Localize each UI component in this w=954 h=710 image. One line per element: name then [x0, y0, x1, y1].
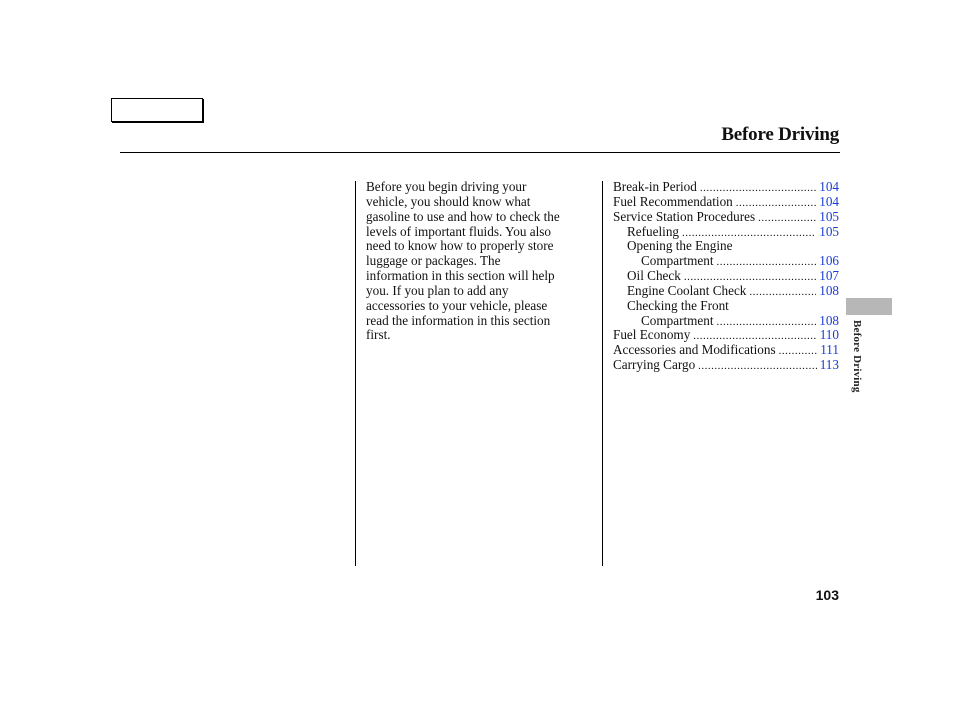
- toc-label: Break-in Period: [613, 180, 697, 194]
- toc-page-link[interactable]: 108: [819, 283, 839, 298]
- toc-label: Accessories and Modifications: [613, 343, 776, 358]
- toc-label: Opening the Engine: [627, 239, 733, 254]
- column-divider-left: [355, 181, 356, 566]
- toc-page-link[interactable]: 107: [819, 269, 839, 284]
- toc-label: Service Station Procedures: [613, 209, 756, 224]
- intro-paragraph: Before you begin driving your vehicle, you should know what gasoline to use and how to check the levels of important fluids. You also need to know how to properly store luggage or packages. The information in this section will help you. If you plan to add any accessories to your vehicle, please read the information in this section first.: [366, 179, 560, 343]
- toc-item-opening-the-engine[interactable]: [613, 239, 839, 254]
- toc-label: Compartment: [641, 313, 714, 328]
- toc-page-link[interactable]: 104: [819, 180, 839, 194]
- toc-item-refueling[interactable]: [613, 225, 839, 240]
- toc-item-service-station-procedures[interactable]: [613, 210, 839, 225]
- toc-item-fuel-recommendation[interactable]: [613, 195, 839, 210]
- toc-page-link[interactable]: 104: [819, 194, 839, 209]
- toc-page-link[interactable]: 111: [820, 343, 839, 358]
- page-title: Before Driving: [721, 124, 839, 145]
- toc-page-link[interactable]: 106: [819, 254, 839, 269]
- toc-item-fuel-economy[interactable]: [613, 328, 839, 343]
- toc-label: Engine Coolant Check: [627, 283, 747, 298]
- toc-page-link[interactable]: 113: [819, 358, 839, 373]
- table-of-contents: [613, 180, 839, 373]
- page-number: 103: [815, 587, 839, 603]
- section-side-label: Before Driving: [851, 320, 863, 393]
- toc-leader: [758, 211, 816, 225]
- column-divider-right: [602, 181, 603, 566]
- toc-item-front-compartment[interactable]: [613, 314, 839, 329]
- toc-item-carrying-cargo[interactable]: [613, 358, 839, 373]
- toc-item-break-in-period[interactable]: [613, 180, 839, 195]
- toc-leader: [779, 344, 818, 358]
- toc-item-accessories-and-modifications[interactable]: [613, 343, 839, 358]
- toc-leader: [736, 196, 816, 210]
- toc-item-oil-check[interactable]: [613, 269, 839, 284]
- toc-leader: [693, 329, 816, 343]
- toc-item-checking-the-front[interactable]: [613, 299, 839, 314]
- toc-label: Fuel Economy: [613, 328, 691, 343]
- toc-leader: [717, 315, 817, 329]
- toc-leader: [717, 255, 817, 269]
- toc-item-engine-compartment[interactable]: [613, 254, 839, 269]
- toc-leader: [700, 181, 816, 195]
- toc-leader: [684, 270, 816, 284]
- toc-page-link[interactable]: 110: [819, 328, 839, 343]
- main-menu-button[interactable]: [111, 98, 203, 122]
- toc-page-link[interactable]: 105: [819, 209, 839, 224]
- toc-label: Fuel Recommendation: [613, 194, 733, 209]
- toc-leader: [698, 359, 817, 373]
- toc-label: Refueling: [627, 224, 680, 239]
- toc-label: Carrying Cargo: [613, 358, 696, 373]
- toc-label: Compartment: [641, 254, 714, 269]
- toc-leader: [682, 226, 816, 240]
- section-tab-marker[interactable]: [846, 298, 892, 315]
- toc-label: Checking the Front: [627, 298, 729, 313]
- toc-page-link[interactable]: 108: [819, 313, 839, 328]
- toc-leader: [749, 285, 816, 299]
- title-divider: [120, 152, 840, 153]
- toc-page-link[interactable]: 105: [819, 224, 839, 239]
- toc-label: Oil Check: [627, 269, 681, 284]
- toc-item-engine-coolant-check[interactable]: [613, 284, 839, 299]
